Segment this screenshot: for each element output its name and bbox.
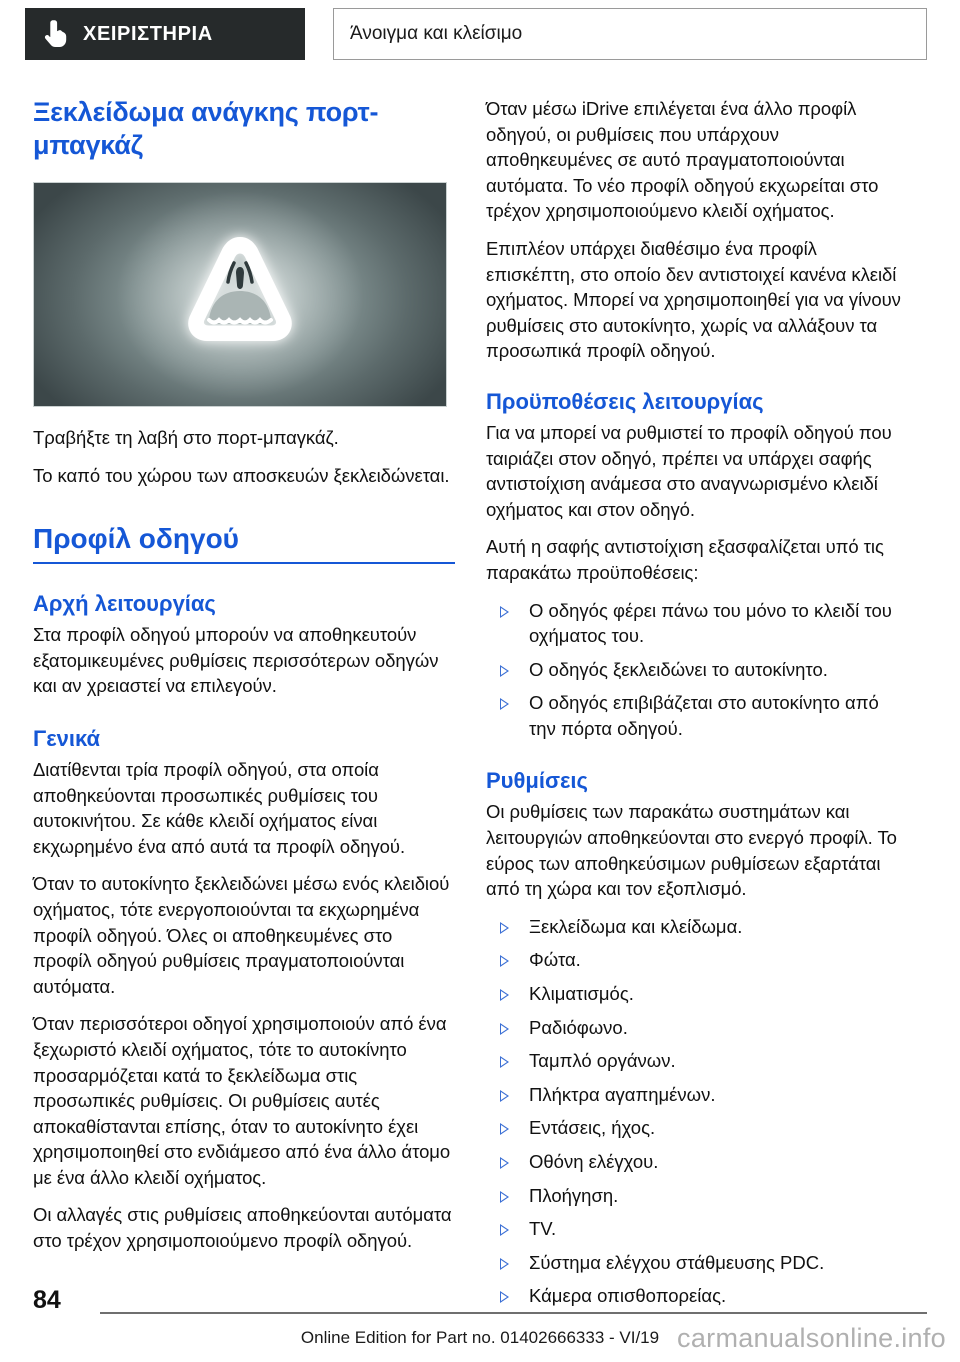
list-item-label: Κάμερα οπισθοπορείας.: [529, 1285, 727, 1307]
conditions-list: [486, 598, 908, 742]
list-item-label: Οθόνη ελέγχου.: [529, 1151, 659, 1172]
paragraph: Διατίθενται τρία προφίλ οδηγού, στα οποία αποθηκεύονται προσωπικές ρυθμίσεις του αυτοκινήτου. Σε κάθε κλειδί οχήματος είναι εκχωρημένο ένα από αυτά τα προφίλ οδηγού.: [33, 758, 406, 857]
triangle-bullet-icon: [500, 665, 509, 677]
paragraph: Όταν μέσω iDrive επιλέγεται ένα άλλο προφίλ οδηγού, οι ρυθμίσεις που υπάρχουν αποθηκευμένες σε αυτό πραγματοποιούνται αυτόματα. Το νέο προφίλ οδηγού εκχωρείται στο τρέχον χρησιμοποιούμενο κλειδί οχήματος.: [486, 98, 879, 222]
list-item-label: Ο οδηγός επιβιβάζεται στο αυτοκίνητο από την πόρτα οδηγού.: [529, 692, 879, 739]
watermark: carmanualsonline.info: [677, 1323, 946, 1353]
footer-divider: [100, 1312, 927, 1314]
triangle-bullet-icon: [500, 698, 509, 710]
list-item: [486, 1250, 908, 1276]
section-tab[interactable]: [25, 8, 305, 60]
section-tab-label: ΧΕΙΡΙΣΤΗΡΙΑ: [83, 22, 213, 45]
list-item: [486, 1082, 908, 1108]
list-item-label: Ταμπλό οργάνων.: [529, 1050, 676, 1072]
list-item: [486, 1183, 908, 1209]
list-item-label: Πλήκτρα αγαπημένων.: [529, 1083, 716, 1105]
list-item: [486, 1115, 908, 1141]
triangle-bullet-icon: [500, 1191, 509, 1203]
paragraph: Οι ρυθμίσεις των παρακάτω συστημάτων και λειτουργιών αποθηκεύονται στο ενεργό προφίλ. Το εύρος των αποθηκεύσιμων ρυθμίσεων εξαρτάται από τη χώρα και τον εξοπλισμό.: [486, 801, 897, 900]
list-item: [486, 1216, 908, 1242]
list-item-label: Εντάσεις, ήχος.: [529, 1117, 656, 1139]
list-item: [486, 657, 908, 683]
emergency-trunk-release-handle-icon: [165, 225, 315, 365]
paragraph: Για να μπορεί να ρυθμιστεί το προφίλ οδηγού που ταιριάζει στον οδηγό, πρέπει να υπάρχει σαφής αντιστοίχιση ανάμεσα στο αναγνωρισμένο κλειδί οχήματος και στον οδηγό.: [486, 421, 892, 520]
triangle-bullet-icon: [500, 1023, 509, 1035]
paragraph: Επιπλέον υπάρχει διαθέσιμο ένα προφίλ επισκέπτη, στο οποίο δεν αντιστοιχεί κανένα κλειδί οχήματος. Μπορεί να χρησιμοποιηθεί για να γίνουν ρυθμίσεις στο αυτοκίνητο, χωρίς να αλλάξουν τα προσωπικά προφίλ οδηγού.: [486, 237, 901, 362]
paragraph: Όταν το αυτοκίνητο ξεκλειδώνει μέσω ενός κλειδιού οχήματος, τότε ενεργοποιούνται τα εκχωρημένα προφίλ οδηγού. Όλες οι αποθηκευμένες στο προφίλ οδηγού ρυθμίσεις πραγματοποιούνται αυτόματα.: [33, 873, 450, 997]
list-item-label: TV.: [529, 1218, 557, 1240]
triangle-bullet-icon: [500, 955, 509, 967]
edition-line: Online Edition for Part no. 01402666333 - VI/19: [300, 1328, 660, 1347]
paragraph: Στα προφίλ οδηγού μπορούν να αποθηκευτούν εξατομικευμένες ρυθμίσεις περισσότερων οδηγών και αν χρειαστεί να επιλεγούν.: [33, 624, 439, 697]
paragraph: Το καπό του χώρου των αποσκευών ξεκλειδώνεται.: [33, 464, 450, 486]
list-item: [486, 1015, 908, 1041]
list-item: [486, 914, 908, 940]
list-item: [486, 1283, 908, 1309]
subheading-general: Γενικά: [33, 725, 101, 751]
list-item: [486, 947, 908, 973]
triangle-bullet-icon: [500, 989, 509, 1001]
topic-box: [333, 8, 927, 60]
triangle-bullet-icon: [500, 1224, 509, 1236]
subheading-settings: Ρυθμίσεις: [486, 768, 588, 794]
emergency-trunk-release-figure: [33, 182, 447, 407]
subheading-operating-principle: Αρχή λειτουργίας: [33, 591, 216, 617]
page-number: 84: [33, 1286, 61, 1314]
paragraph: Τραβήξτε τη λαβή στο πορτ-μπαγκάζ.: [33, 427, 339, 448]
list-item: [486, 598, 908, 649]
paragraph: Αυτή η σαφής αντιστοίχιση εξασφαλίζεται υπό τις παρακάτω προϋποθέσεις:: [486, 536, 884, 583]
list-item-label: Σύστημα ελέγχου στάθμευσης PDC.: [529, 1251, 825, 1273]
list-item: [486, 690, 908, 741]
list-item-label: Ραδιόφωνο.: [529, 1016, 628, 1038]
topic-label: Άνοιγμα και κλείσιμο: [350, 23, 523, 44]
page-header: [25, 8, 927, 60]
pointing-hand-icon: [43, 19, 69, 49]
triangle-bullet-icon: [500, 1258, 509, 1270]
paragraph: Οι αλλαγές στις ρυθμίσεις αποθηκεύονται αυτόματα στο τρέχον χρησιμοποιούμενο προφίλ οδηγού.: [33, 1204, 452, 1252]
list-item-label: Πλοήγηση.: [529, 1184, 619, 1206]
triangle-bullet-icon: [500, 1123, 509, 1135]
settings-list: [486, 914, 908, 1309]
list-item: [486, 1149, 908, 1175]
left-column: [33, 96, 455, 1266]
list-item-label: Ο οδηγός ξεκλειδώνει το αυτοκίνητο.: [529, 658, 828, 680]
triangle-bullet-icon: [500, 1090, 509, 1102]
section-heading-driver-profile: Προφίλ οδηγού: [33, 522, 455, 564]
page-title: Ξεκλείδωμα ανάγκης πορτ-μπαγκάζ: [33, 97, 379, 160]
triangle-bullet-icon: [500, 606, 509, 618]
list-item-label: Κλιματισμός.: [529, 983, 634, 1005]
list-item-label: Ξεκλείδωμα και κλείδωμα.: [529, 915, 743, 937]
triangle-bullet-icon: [500, 1291, 509, 1303]
subheading-operating-requirements: Προϋποθέσεις λειτουργίας: [486, 388, 764, 414]
triangle-bullet-icon: [500, 1056, 509, 1068]
list-item: [486, 1048, 908, 1074]
triangle-bullet-icon: [500, 922, 509, 934]
triangle-bullet-icon: [500, 1157, 509, 1169]
right-column: [486, 96, 908, 1317]
list-item: [486, 981, 908, 1007]
list-item-label: Φώτα.: [529, 949, 581, 971]
paragraph: Όταν περισσότεροι οδηγοί χρησιμοποιούν από ένα ξεχωριστό κλειδί οχήματος, τότε το αυτοκίνητο προσαρμόζεται κατά το ξεκλείδωμα στις προσωπικές ρυθμίσεις. Οι ρυθμίσεις αυτές αποκαθίστανται επίσης, όταν το αυτοκίνητο έχει χρησιμοποιηθεί στο ενδιάμεσο από ένα άλλο άτομο με ένα άλλο κλειδί οχήματος.: [33, 1013, 451, 1188]
list-item-label: Ο οδηγός φέρει πάνω του μόνο το κλειδί του οχήματος του.: [529, 599, 892, 647]
